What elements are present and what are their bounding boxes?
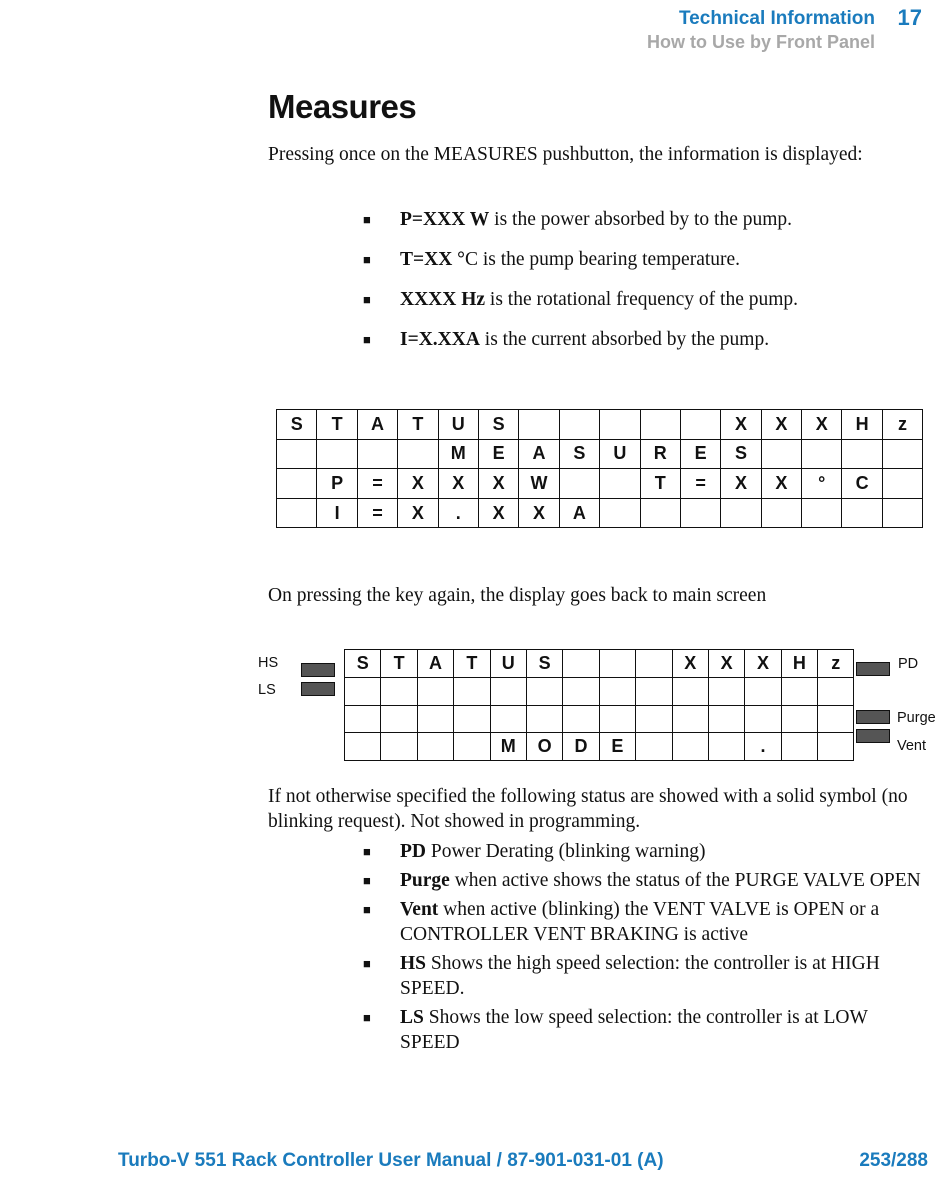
display-cell: T: [454, 650, 490, 678]
display-cell: [781, 677, 817, 705]
display-cell: X: [478, 469, 518, 499]
hs-indicator-icon: [301, 663, 335, 677]
display-cell: [526, 705, 562, 733]
display-cell: [672, 733, 708, 761]
display-cell: X: [438, 469, 478, 499]
display-cell: [454, 705, 490, 733]
display-cell: [640, 498, 680, 528]
display-row: [277, 410, 923, 440]
list-item: ■ XXXX Hz is the rotational frequency of the pump.: [363, 289, 799, 310]
display-cell: X: [708, 650, 744, 678]
display-cell: A: [357, 410, 397, 440]
display-cell: [636, 677, 672, 705]
display-cell: X: [761, 469, 801, 499]
display-cell: [818, 705, 854, 733]
display-cell: [745, 677, 781, 705]
display-cell: =: [357, 469, 397, 499]
display-cell: [600, 469, 640, 499]
ls-indicator-icon: [301, 682, 335, 696]
display-cell: I: [317, 498, 357, 528]
display-cell: [680, 410, 720, 440]
display-cell: [381, 677, 417, 705]
display-cell: [454, 733, 490, 761]
display-cell: S: [526, 650, 562, 678]
bullet-icon: ■: [363, 844, 371, 859]
measures-display: [276, 409, 923, 528]
page-heading: Measures: [268, 88, 417, 125]
display-cell: D: [563, 733, 599, 761]
display-row: [277, 498, 923, 528]
display-cell: A: [417, 650, 453, 678]
display-cell: [721, 498, 761, 528]
after-press-paragraph: On pressing the key again, the display goes back to main screen: [268, 585, 767, 606]
display-cell: U: [438, 410, 478, 440]
list-item: ■ P=XXX W is the power absorbed by to the pump.: [363, 209, 793, 230]
display-cell: [781, 733, 817, 761]
display-cell: X: [519, 498, 559, 528]
display-cell: [563, 705, 599, 733]
display-cell: X: [721, 469, 761, 499]
display-cell: [599, 705, 635, 733]
display-cell: X: [745, 650, 781, 678]
display-cell: O: [526, 733, 562, 761]
list-item: ■ I=X.XXA is the current absorbed by the pump.: [363, 329, 770, 350]
display-cell: R: [640, 439, 680, 469]
page-number: 253/288: [859, 1150, 928, 1171]
bullet-icon: ■: [363, 252, 371, 267]
vent-indicator-icon: [856, 729, 890, 743]
display-cell: [563, 650, 599, 678]
display-cell: .: [438, 498, 478, 528]
display-cell: [417, 705, 453, 733]
display-cell: [842, 498, 882, 528]
vent-label: Vent: [897, 738, 927, 754]
main-display: [344, 649, 854, 761]
display-cell: M: [438, 439, 478, 469]
display-cell: [761, 439, 801, 469]
display-cell: [680, 498, 720, 528]
display-cell: [599, 650, 635, 678]
display-cell: X: [761, 410, 801, 440]
display-cell: S: [478, 410, 518, 440]
display-cell: [745, 705, 781, 733]
display-cell: [842, 439, 882, 469]
purge-indicator-icon: [856, 710, 890, 724]
intro-paragraph: Pressing once on the MEASURES pushbutton, the information is displayed:: [268, 144, 863, 165]
bullet-icon: ■: [363, 956, 371, 971]
display-cell: [345, 705, 381, 733]
bullet-icon: ■: [363, 292, 371, 307]
display-cell: [708, 733, 744, 761]
display-row: [277, 439, 923, 469]
display-cell: [357, 439, 397, 469]
display-cell: [345, 677, 381, 705]
list-item: ■ Vent when active (blinking) the VENT VALVE is OPEN or a CONTROLLER VENT BRAKING is active: [363, 899, 880, 945]
display-cell: .: [745, 733, 781, 761]
display-cell: S: [277, 410, 317, 440]
display-cell: [672, 705, 708, 733]
display-cell: T: [398, 410, 438, 440]
display-cell: E: [599, 733, 635, 761]
display-cell: [882, 439, 922, 469]
display-row: [345, 650, 854, 678]
display-cell: [490, 677, 526, 705]
bullet-icon: ■: [363, 902, 371, 917]
display-cell: [454, 677, 490, 705]
display-cell: [417, 733, 453, 761]
display-cell: S: [721, 439, 761, 469]
display-cell: [818, 733, 854, 761]
display-cell: [490, 705, 526, 733]
list-item: ■ PD Power Derating (blinking warning): [363, 841, 706, 862]
display-cell: U: [600, 439, 640, 469]
display-cell: [277, 439, 317, 469]
display-cell: T: [317, 410, 357, 440]
display-cell: X: [721, 410, 761, 440]
display-cell: X: [478, 498, 518, 528]
list-item: ■ T=XX °C is the pump bearing temperature.: [363, 249, 741, 270]
display-cell: A: [519, 439, 559, 469]
display-cell: X: [672, 650, 708, 678]
display-cell: z: [882, 410, 922, 440]
display-cell: [398, 439, 438, 469]
display-cell: [672, 677, 708, 705]
display-cell: z: [818, 650, 854, 678]
list-item: ■ LS Shows the low speed selection: the controller is at LOW SPEED: [363, 1007, 868, 1053]
display-cell: E: [478, 439, 518, 469]
display-cell: [708, 677, 744, 705]
display-cell: X: [802, 410, 842, 440]
display-cell: [882, 469, 922, 499]
display-cell: S: [559, 439, 599, 469]
purge-label: Purge: [897, 710, 936, 726]
display-cell: T: [381, 650, 417, 678]
status-list: [360, 839, 925, 1059]
display-cell: U: [490, 650, 526, 678]
display-cell: M: [490, 733, 526, 761]
display-cell: [563, 677, 599, 705]
display-cell: [559, 410, 599, 440]
display-cell: W: [519, 469, 559, 499]
display-cell: [636, 733, 672, 761]
display-cell: S: [345, 650, 381, 678]
display-cell: [317, 439, 357, 469]
display-cell: [640, 410, 680, 440]
display-row: [277, 469, 923, 499]
status-intro-paragraph: If not otherwise specified the following status are showed with a solid symbol (no blinking request). Not showed in programming.: [268, 786, 908, 832]
list-item: ■ Purge when active shows the status of the PURGE VALVE OPEN: [363, 870, 921, 891]
display-cell: [526, 677, 562, 705]
display-cell: °: [802, 469, 842, 499]
display-cell: [519, 410, 559, 440]
display-cell: E: [680, 439, 720, 469]
display-cell: H: [781, 650, 817, 678]
subsection-title: How to Use by Front Panel: [646, 32, 875, 52]
display-cell: =: [680, 469, 720, 499]
measures-list: [360, 207, 925, 367]
display-row: [345, 733, 854, 761]
display-cell: P: [317, 469, 357, 499]
chapter-number: 17: [897, 5, 922, 30]
display-cell: [417, 677, 453, 705]
display-cell: [761, 498, 801, 528]
bullet-icon: ■: [363, 212, 371, 227]
display-cell: [708, 705, 744, 733]
display-cell: [381, 705, 417, 733]
display-cell: [381, 733, 417, 761]
bullet-icon: ■: [363, 1010, 371, 1025]
display-cell: [882, 498, 922, 528]
pd-indicator-icon: [856, 662, 890, 676]
display-cell: [600, 498, 640, 528]
display-cell: [802, 439, 842, 469]
bullet-icon: ■: [363, 873, 371, 888]
hs-label: HS: [258, 655, 279, 671]
display-cell: A: [559, 498, 599, 528]
display-cell: [559, 469, 599, 499]
display-cell: [277, 469, 317, 499]
display-cell: [600, 410, 640, 440]
display-row: [345, 705, 854, 733]
display-cell: H: [842, 410, 882, 440]
display-cell: [781, 705, 817, 733]
display-cell: =: [357, 498, 397, 528]
display-cell: C: [842, 469, 882, 499]
pd-label: PD: [898, 656, 919, 672]
display-cell: [345, 733, 381, 761]
display-cell: [599, 677, 635, 705]
section-title: Technical Information: [678, 8, 875, 29]
list-item: ■ HS Shows the high speed selection: the controller is at HIGH SPEED.: [363, 953, 880, 999]
display-cell: [802, 498, 842, 528]
manual-title: Turbo-V 551 Rack Controller User Manual / 87-901-031-01 (A): [118, 1150, 664, 1171]
display-cell: [818, 677, 854, 705]
display-row: [345, 677, 854, 705]
bullet-icon: ■: [363, 332, 371, 347]
display-cell: X: [398, 469, 438, 499]
display-cell: [636, 705, 672, 733]
display-cell: [277, 498, 317, 528]
display-cell: [636, 650, 672, 678]
display-cell: T: [640, 469, 680, 499]
display-cell: X: [398, 498, 438, 528]
ls-label: LS: [258, 682, 276, 698]
